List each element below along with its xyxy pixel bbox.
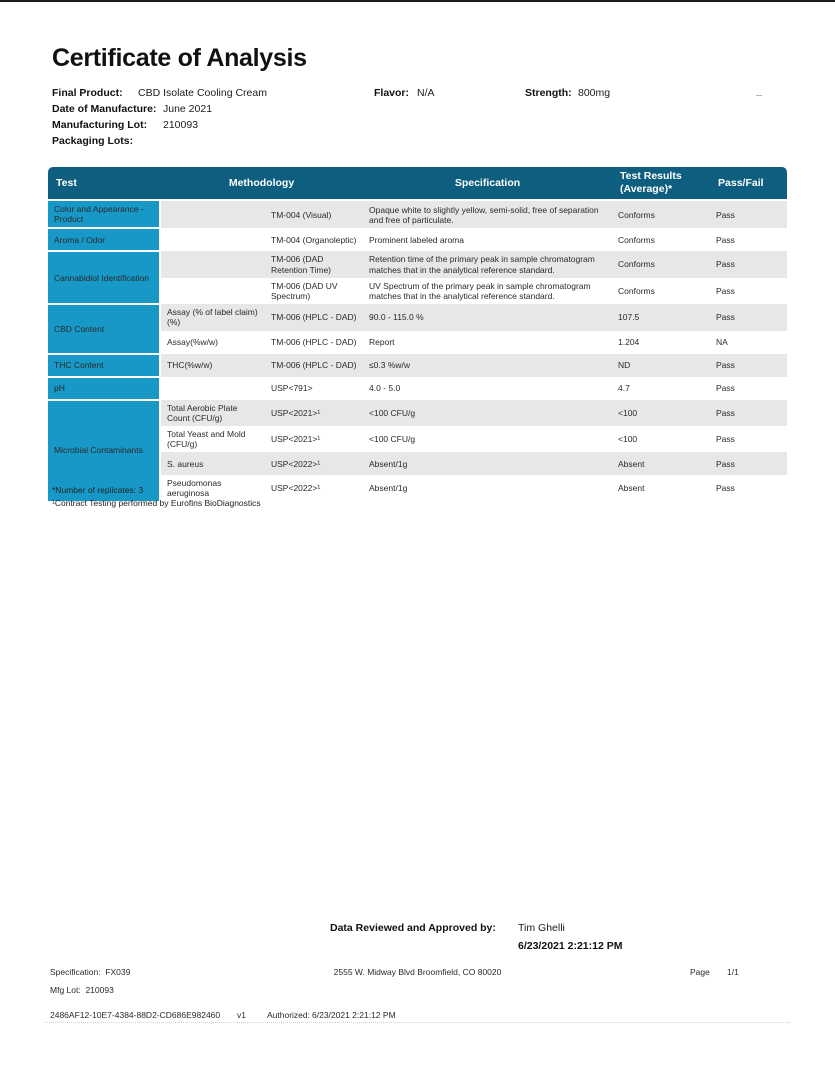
subtest-cell bbox=[160, 278, 265, 304]
subtest-cell: Pseudomonas aeruginosa bbox=[167, 478, 222, 499]
header-test: Test bbox=[48, 167, 160, 200]
subtest-cell: THC(%w/w) bbox=[160, 354, 265, 377]
test-name-cell: Aroma / Odor bbox=[48, 228, 160, 251]
pass-fail-cell: Pass bbox=[716, 382, 735, 393]
approval-datetime: 6/23/2021 2:21:12 PM bbox=[518, 940, 623, 952]
test-result-cell: ND bbox=[612, 354, 710, 377]
subtest-cell: S. aureus bbox=[160, 452, 265, 475]
header-specification: Specification bbox=[363, 167, 612, 200]
pass-fail-cell: Pass bbox=[710, 354, 787, 377]
subtest-cell: Assay (% of label claim)(%) bbox=[160, 304, 265, 330]
specification-cell: 90.0 - 115.0 % bbox=[363, 304, 612, 330]
subtest-cell bbox=[160, 377, 265, 400]
test-result-cell: Conforms bbox=[612, 251, 710, 277]
manufacturing-lot-value: 210093 bbox=[163, 119, 199, 131]
methodology-cell: USP<791> bbox=[271, 382, 313, 393]
scan-perforation-line bbox=[45, 1022, 790, 1023]
date-of-manufacture-label: Date of Manufacture: bbox=[52, 103, 157, 115]
subtest-cell bbox=[160, 200, 265, 228]
methodology-cell: TM-006 (DAD UV Spectrum) bbox=[271, 280, 338, 301]
header-pass-fail: Pass/Fail bbox=[710, 167, 787, 200]
specification-cell: 4.0 - 5.0 bbox=[369, 382, 401, 393]
table-row bbox=[48, 354, 787, 377]
strength-value: 800mg bbox=[578, 87, 611, 99]
test-result-cell: <100 bbox=[612, 400, 710, 426]
footer-specification-label: Specification: bbox=[50, 967, 101, 977]
results-table-container bbox=[48, 167, 787, 503]
strength-label: Strength: bbox=[525, 87, 572, 99]
final-product-value: CBD Isolate Cooling Cream bbox=[138, 87, 267, 99]
subtest-cell: Assay(%w/w) bbox=[167, 336, 219, 347]
table-row bbox=[48, 400, 787, 426]
pass-fail-cell: Pass bbox=[716, 285, 735, 296]
header-test-results: Test Results (Average)* bbox=[612, 167, 710, 200]
test-result-cell: 4.7 bbox=[618, 382, 630, 393]
specification-cell: Prominent labeled aroma bbox=[369, 234, 464, 245]
table-row bbox=[48, 251, 787, 277]
specification-cell: UV Spectrum of the primary peak in sample chromatogram matches that in the analytical reference standard. bbox=[369, 280, 591, 301]
subtest-cell bbox=[160, 228, 265, 251]
test-name-cell: Cannabidiol Identification bbox=[48, 251, 160, 304]
test-name-cell: pH bbox=[48, 377, 160, 400]
results-table-body bbox=[48, 200, 787, 502]
methodology-cell: USP<2021>¹ bbox=[265, 400, 363, 426]
results-table bbox=[48, 167, 787, 503]
methodology-cell: TM-004 (Visual) bbox=[265, 200, 363, 228]
manufacturing-lot-label: Manufacturing Lot: bbox=[52, 119, 148, 131]
footer-mfg-lot-label: Mfg Lot: bbox=[50, 985, 81, 995]
test-result-cell: <100 bbox=[618, 433, 638, 444]
pass-fail-cell: Pass bbox=[710, 200, 787, 228]
approval-label: Data Reviewed and Approved by: bbox=[330, 922, 496, 934]
test-name-cell: Color and Appearance - Product bbox=[48, 200, 160, 228]
test-result-cell: Absent bbox=[618, 483, 645, 494]
page-title: Certificate of Analysis bbox=[52, 44, 307, 72]
test-result-cell: Absent bbox=[612, 452, 710, 475]
table-header-row bbox=[48, 167, 787, 200]
footer-mfg-lot bbox=[50, 985, 114, 995]
footer-address: 2555 W. Midway Blvd Broomfield, CO 80020 bbox=[333, 967, 502, 977]
table-row bbox=[48, 304, 787, 330]
test-result-cell: Conforms bbox=[618, 285, 655, 296]
scan-artifact-dash bbox=[756, 95, 762, 96]
final-product-label: Final Product: bbox=[52, 87, 123, 99]
footer-page-number: 1/1 bbox=[727, 967, 739, 977]
pass-fail-cell: NA bbox=[716, 336, 728, 347]
test-result-cell: 1.204 bbox=[618, 336, 640, 347]
date-of-manufacture-value: June 2021 bbox=[163, 103, 213, 115]
specification-cell: Retention time of the primary peak in sample chromatogram matches that in the analytical reference standard. bbox=[363, 251, 612, 277]
footer-specification-value: FX039 bbox=[105, 967, 131, 977]
specification-cell: <100 CFU/g bbox=[363, 400, 612, 426]
approver-name: Tim Ghelli bbox=[518, 922, 565, 934]
methodology-cell: TM-006 (HPLC - DAD) bbox=[265, 354, 363, 377]
test-result-cell: Conforms bbox=[612, 200, 710, 228]
authorized-label: Authorized: bbox=[267, 1010, 310, 1020]
subtest-cell: Total Aerobic Plate Count (CFU/g) bbox=[160, 400, 265, 426]
pass-fail-cell: Pass bbox=[710, 452, 787, 475]
flavor-value: N/A bbox=[417, 87, 435, 99]
test-name-cell: Microbial Contaminants bbox=[48, 400, 160, 502]
header-methodology: Methodology bbox=[160, 167, 363, 200]
footnote-contract-testing: ¹Contract Testing performed by Eurofins BioDiagnostics bbox=[52, 498, 261, 508]
specification-cell: Absent/1g bbox=[363, 452, 612, 475]
specification-cell: Report bbox=[369, 336, 395, 347]
methodology-cell: USP<2022>¹ bbox=[271, 483, 321, 494]
pass-fail-cell: Pass bbox=[716, 234, 735, 245]
page-top-edge bbox=[0, 0, 835, 2]
specification-cell: Opaque white to slightly yellow, semi-solid, free of separation and free of particulate. bbox=[363, 200, 612, 228]
methodology-cell: USP<2022>¹ bbox=[265, 452, 363, 475]
flavor-label: Flavor: bbox=[374, 87, 410, 99]
pass-fail-cell: Pass bbox=[716, 433, 735, 444]
packaging-lots-label: Packaging Lots: bbox=[52, 135, 134, 147]
table-row bbox=[48, 200, 787, 228]
methodology-cell: TM-006 (HPLC - DAD) bbox=[265, 304, 363, 330]
document-version: v1 bbox=[237, 1010, 246, 1020]
methodology-cell: TM-006 (HPLC - DAD) bbox=[271, 336, 357, 347]
table-row bbox=[48, 228, 787, 251]
subtest-cell: Total Yeast and Mold (CFU/g) bbox=[167, 428, 246, 450]
test-result-cell: 107.5 bbox=[612, 304, 710, 330]
document-uuid: 2486AF12-10E7-4384-88D2-CD686E982460 bbox=[50, 1010, 221, 1020]
table-row bbox=[48, 377, 787, 400]
methodology-cell: USP<2021>¹ bbox=[271, 433, 321, 444]
specification-cell: <100 CFU/g bbox=[369, 433, 416, 444]
specification-cell: Absent/1g bbox=[369, 483, 408, 494]
pass-fail-cell: Pass bbox=[716, 483, 735, 494]
pass-fail-cell: Pass bbox=[710, 400, 787, 426]
pass-fail-cell: Pass bbox=[710, 304, 787, 330]
pass-fail-cell: Pass bbox=[710, 251, 787, 277]
test-name-cell: CBD Content bbox=[48, 304, 160, 353]
test-name-cell: THC Content bbox=[48, 354, 160, 377]
specification-cell: ≤0.3 %w/w bbox=[363, 354, 612, 377]
subtest-cell bbox=[160, 251, 265, 277]
footer-page-label: Page bbox=[690, 967, 710, 977]
methodology-cell: TM-006 (DAD Retention Time) bbox=[265, 251, 363, 277]
methodology-cell: TM-004 (Organoleptic) bbox=[271, 234, 357, 245]
footer-mfg-lot-value: 210093 bbox=[85, 985, 114, 995]
authorized-datetime: 6/23/2021 2:21:12 PM bbox=[312, 1010, 396, 1020]
footnote-replicates: *Number of replicates: 3 bbox=[52, 485, 144, 495]
test-result-cell: Conforms bbox=[618, 234, 655, 245]
